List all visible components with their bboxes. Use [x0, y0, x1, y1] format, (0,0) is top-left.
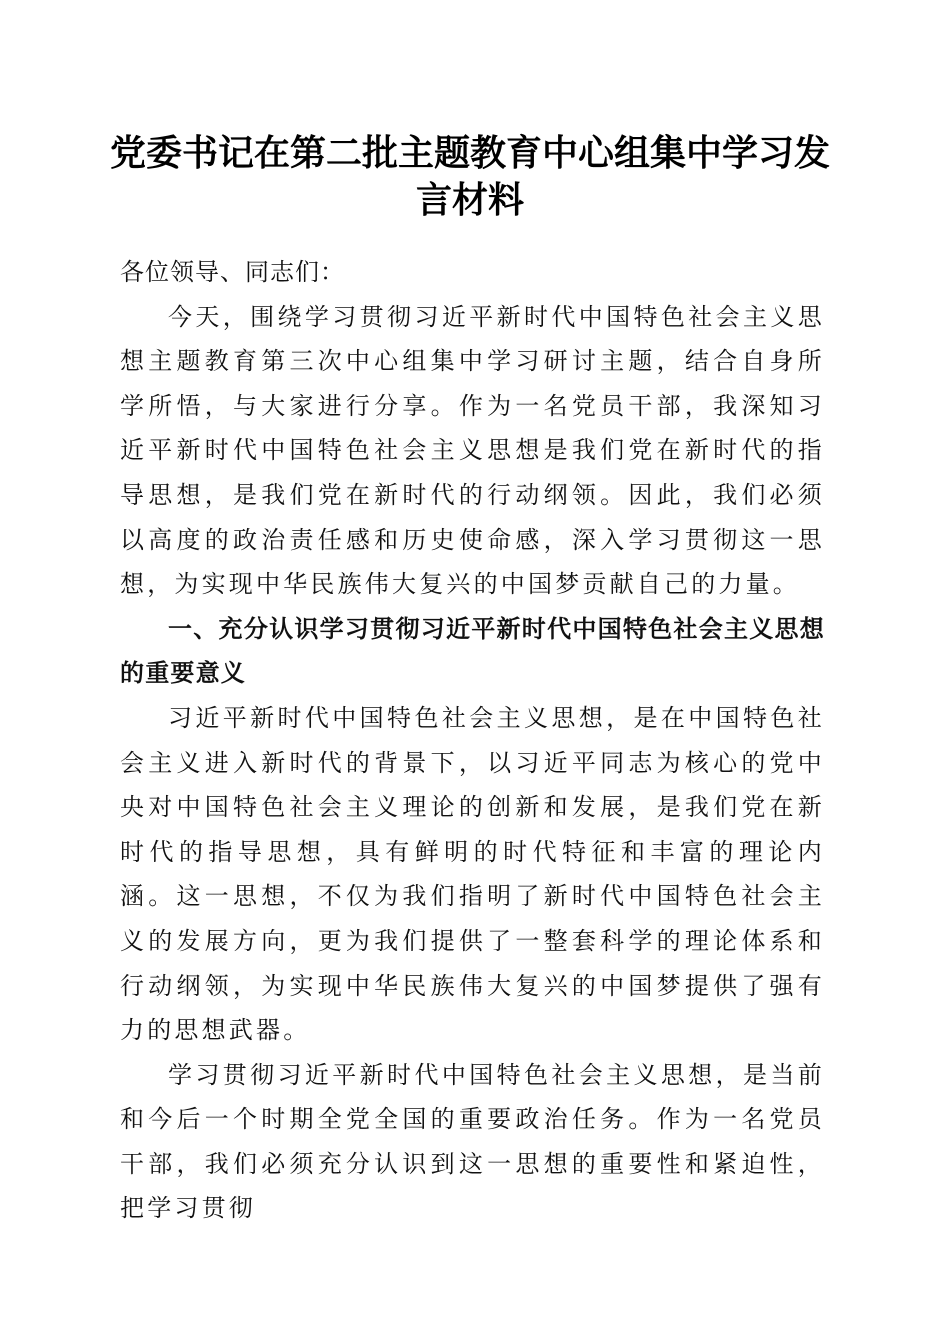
- title-line-1: 党委书记在第二批主题教育中心组集中学习发: [109, 132, 830, 174]
- section-heading: 一、充分认识学习贯彻习近平新时代中国特色社会主义思想的重要意义: [120, 614, 825, 688]
- document-title: [100, 130, 840, 224]
- intro-paragraph: 今天，围绕学习贯彻习近平新时代中国特色社会主义思想主题教育第三次中心组集中学习研讨主题，结合自身所学所悟，与大家进行分享。作为一名党员干部，我深知习近平新时代中国特色社会主义思想是我们党在新时代的指导思想，是我们党在新时代的行动纲领。因此，我们必须以高度的政治责任感和历史使命感，深入学习贯彻这一思想，为实现中华民族伟大复兴的中国梦贡献自己的力量。: [120, 302, 825, 599]
- section-paragraph-1: 习近平新时代中国特色社会主义思想，是在中国特色社会主义进入新时代的背景下，以习近平同志为核心的党中央对中国特色社会主义理论的创新和发展，是我们党在新时代的指导思想，具有鲜明的时代特征和丰富的理论内涵。这一思想，不仅为我们指明了新时代中国特色社会主义的发展方向，更为我们提供了一整套科学的理论体系和行动纲领，为实现中华民族伟大复兴的中国梦提供了强有力的思想武器。: [120, 703, 825, 1045]
- document-body: [120, 250, 825, 1231]
- salutation: 各位领导、同志们：: [120, 258, 345, 286]
- title-line-2: 言材料: [415, 179, 524, 221]
- section-paragraph-2: 学习贯彻习近平新时代中国特色社会主义思想，是当前和今后一个时期全党全国的重要政治任务。作为一名党员干部，我们必须充分认识到这一思想的重要性和紧迫性，把学习贯彻: [120, 1060, 825, 1223]
